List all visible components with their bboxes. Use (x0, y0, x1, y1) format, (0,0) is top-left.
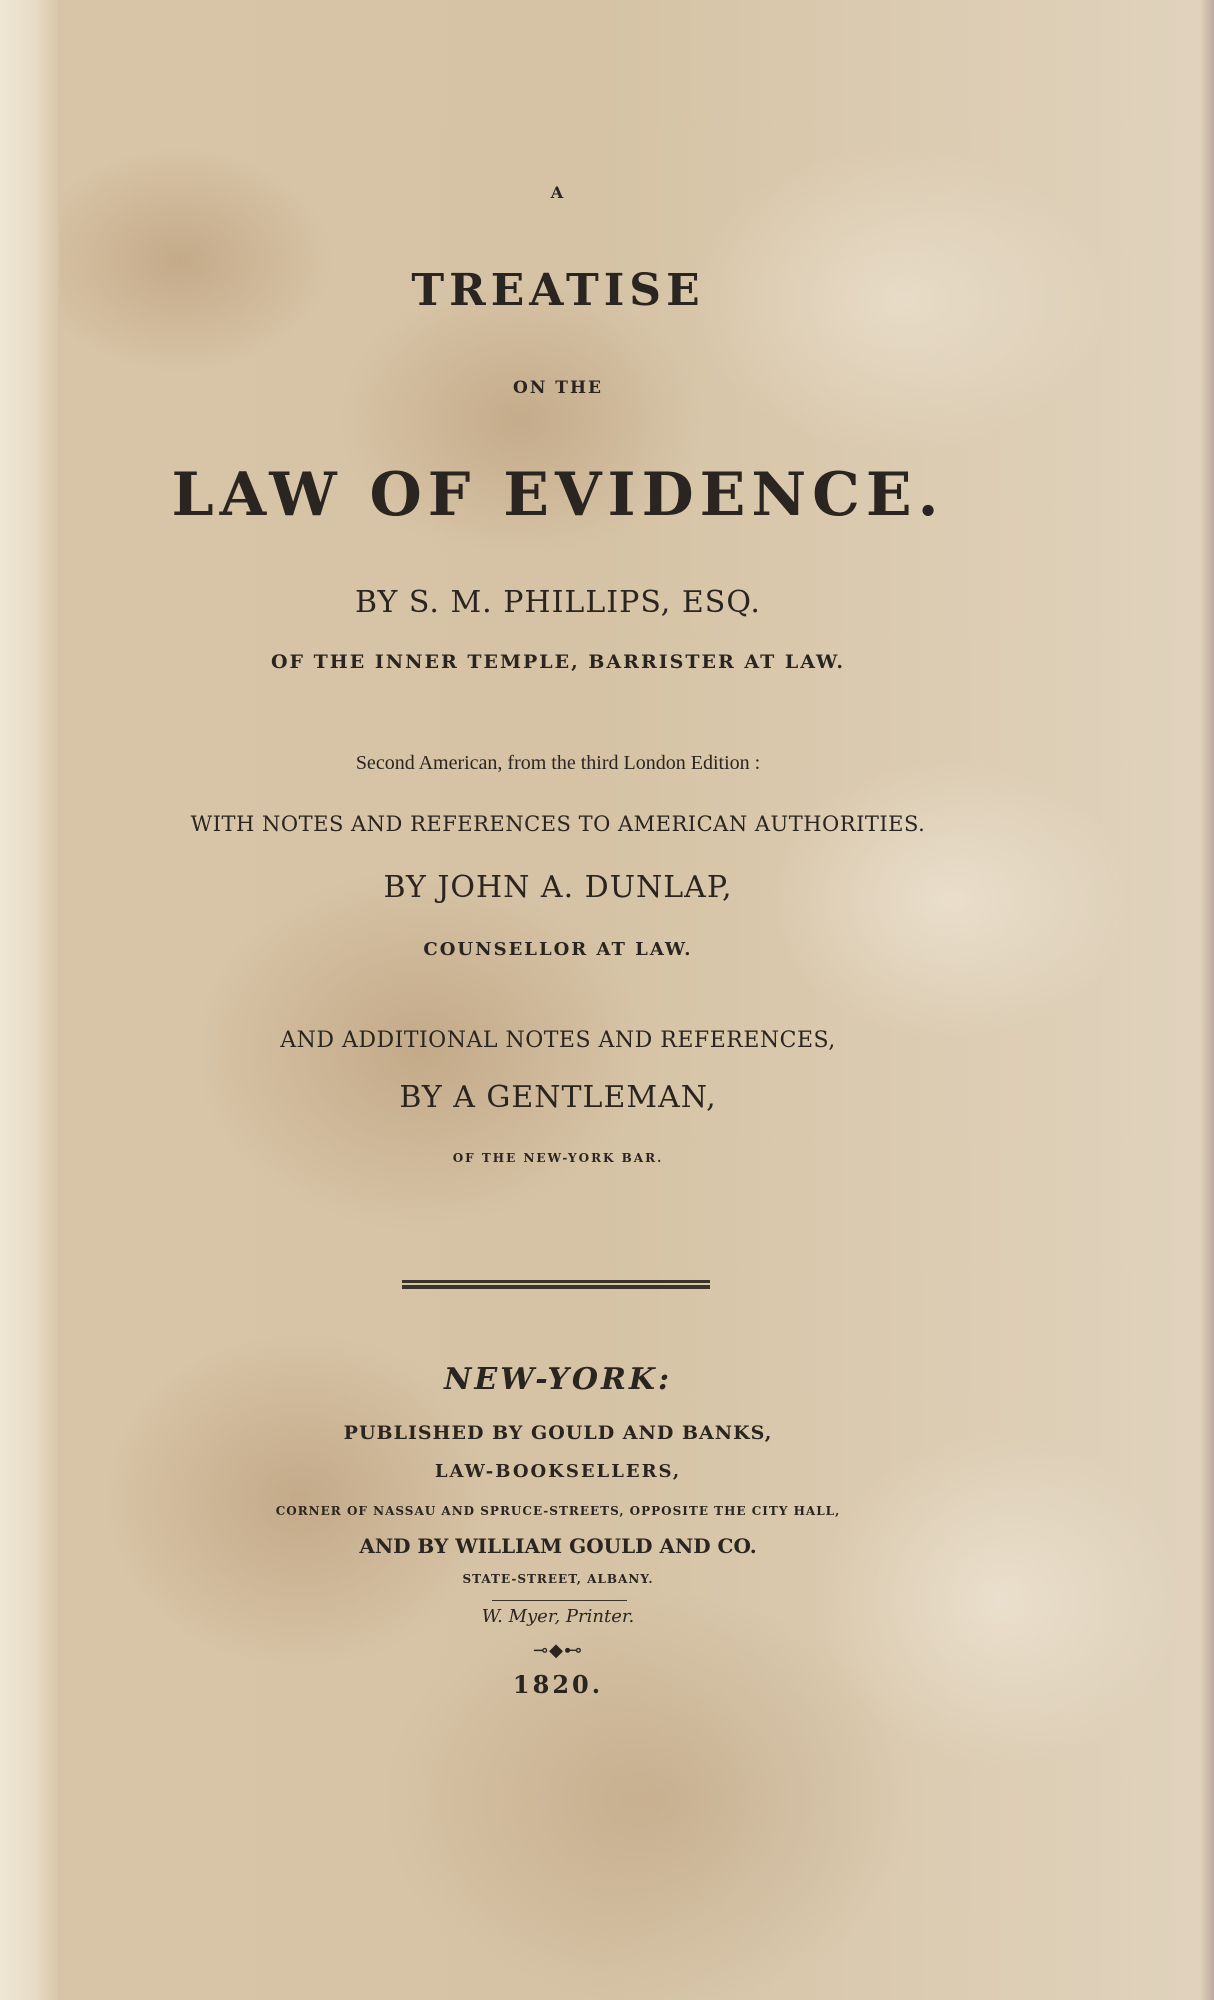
page-gutter (0, 0, 59, 2000)
title-article: A (550, 183, 566, 202)
gentleman-bar: OF THE NEW-YORK BAR. (452, 1151, 664, 1165)
imprint-address: CORNER OF NASSAU AND SPRUCE-STREETS, OPPOSITE THE CITY HALL, (275, 1504, 841, 1518)
double-rule-divider (402, 1280, 710, 1289)
ornament-icon: ⊸◆⊷ (533, 1640, 583, 1661)
page-edge (1200, 0, 1214, 2000)
imprint-co-publisher: AND BY WILLIAM GOULD AND CO. (359, 1534, 757, 1558)
author-line: BY S. M. PHILLIPS, ESQ. (355, 585, 761, 620)
notes-line: WITH NOTES AND REFERENCES TO AMERICAN AUTHORITIES. (190, 812, 926, 836)
title-connector: ON THE (513, 378, 603, 398)
additional-notes-line: AND ADDITIONAL NOTES AND REFERENCES, (280, 1028, 836, 1053)
imprint-co-address: STATE-STREET, ALBANY. (462, 1572, 654, 1586)
imprint-trade: LAW-BOOKSELLERS, (434, 1461, 682, 1482)
title-main: TREATISE (411, 265, 705, 316)
editor-line: BY JOHN A. DUNLAP, (383, 870, 733, 905)
imprint-printer: W. Myer, Printer. (481, 1606, 635, 1627)
imprint-year: 1820. (512, 1670, 604, 1699)
edition-line: Second American, from the third London Edition : (355, 752, 761, 774)
imprint-city: NEW-YORK: (443, 1362, 673, 1397)
title-subject: LAW OF EVIDENCE. (171, 460, 945, 530)
gentleman-line: BY A GENTLEMAN, (399, 1080, 717, 1115)
author-affiliation: OF THE INNER TEMPLE, BARRISTER AT LAW. (271, 651, 845, 673)
editor-title: COUNSELLOR AT LAW. (423, 939, 693, 960)
thin-rule-divider (492, 1600, 627, 1601)
imprint-publisher: PUBLISHED BY GOULD AND BANKS, (343, 1422, 773, 1444)
